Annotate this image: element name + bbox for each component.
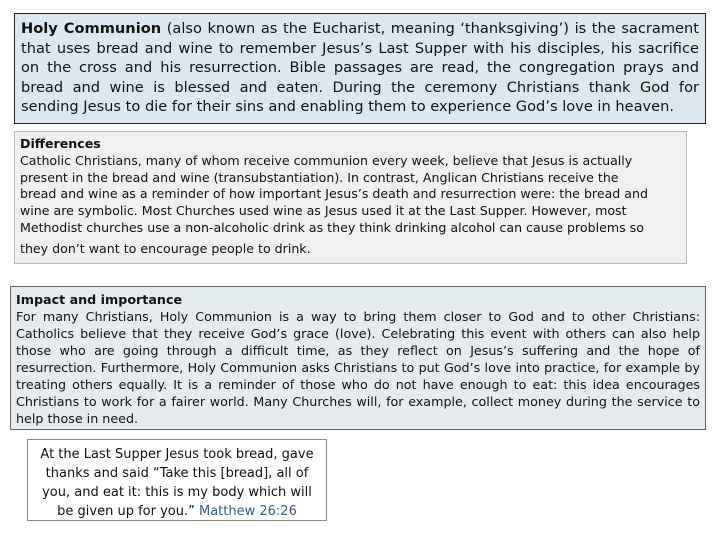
- bible-quote-box: [27, 439, 327, 521]
- differences-line-3: bread and wine as a reminder of how important Jesus’s death and resurrection were: the bread and: [20, 186, 648, 202]
- differences-line-4: wine are symbolic. Most Churches used wine as Jesus used it at the Last Supper. However, most: [20, 203, 627, 219]
- holy-communion-term: Holy Communion: [21, 20, 162, 37]
- intro-line-1-rest: (also known as the Eucharist, meaning ‘thanksgiving’) is the sacrament: [161, 20, 699, 37]
- intro-box: [14, 13, 706, 124]
- quote-text: At the Last Supper Jesus took bread, gave thanks and said “Take this [bread], all of you, and eat it: this is my body which will be given up for you.”: [40, 447, 314, 519]
- differences-line-5: Methodist churches use a non-alcoholic drink as they think drinking alcohol can cause problems so: [20, 219, 644, 235]
- differences-heading: Differences: [20, 136, 101, 151]
- differences-box: [14, 131, 687, 264]
- intro-line-2: that uses bread and wine to remember Jesus’s Last Supper with his disciples, his sacrifice: [21, 39, 699, 57]
- quote-reference: Matthew 26:26: [199, 504, 297, 519]
- intro-line-5: sending Jesus to die for their sins and enabling them to experience God’s love in heaven.: [21, 98, 675, 115]
- intro-line-4: bread and wine is blessed and eaten. During the ceremony Christians thank God for: [21, 78, 699, 96]
- differences-line-6: they don’t want to encourage people to drink.: [20, 240, 311, 256]
- differences-line-2: present in the bread and wine (transubstantiation). In contrast, Anglican Christians receive the: [20, 169, 619, 185]
- intro-line-3: on the cross and his resurrection. Bible passages are read, the congregation prays and: [21, 59, 699, 76]
- impact-heading: Impact and importance: [16, 292, 183, 307]
- differences-line-1: Catholic Christians, many of whom receive communion every week, believe that Jesus is actually: [20, 152, 633, 168]
- impact-text: For many Christians, Holy Communion is a way to bring them closer to God and to other Christians: Catholics believe that they receive God’s grace (love). Celebrating this event with others can also help those who are going through a difficult time, as they reflect on Jesus’s suffering and the hope of resurrection. Furthermore, Holy Communion asks Christians to put God’s love into practice, for example by treating others equally. It is a reminder of those who do not have enough to eat: this idea encourages Christians to work for a fairer world. Many Churches will, for example, collect money during the service to help those in need.: [16, 309, 700, 426]
- intro-line-1: [21, 19, 699, 39]
- impact-box: [10, 286, 706, 430]
